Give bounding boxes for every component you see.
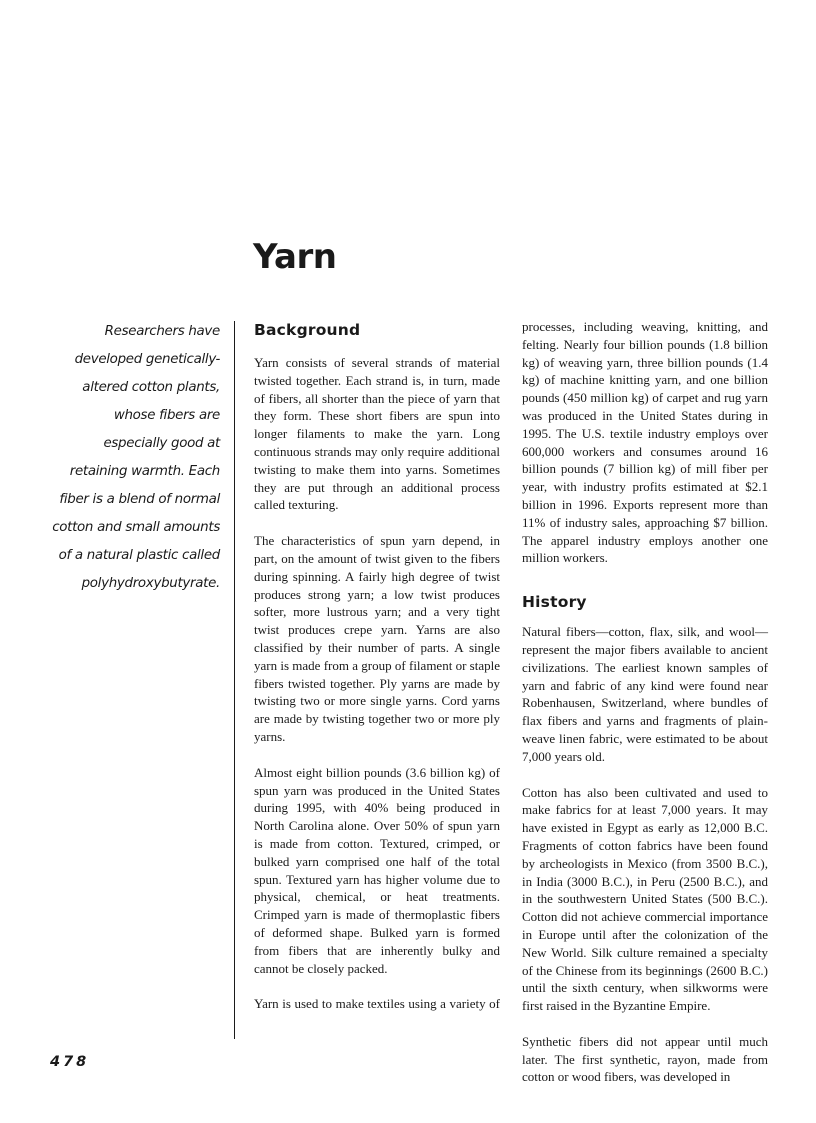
sidebar-note: Researchers have developed genetically-altered cotton plants, whose fibers are especially good at retaining warmth. Each fiber is a blend of normal cotton and small amounts of a natural plastic called polyhydroxybutyrate. [52,324,220,591]
background-paragraph: The characteristics of spun yarn depend, in part, on the amount of twist given to the fibers during spinning. A fairly high degree of twist produces strong yarn; a low twist produces softer, more lustrous yarn; and a very tight twist produces crepe yarn. Yarns are also classified by their number of parts. A single yarn is made from a group of filament or staple fibers twisted together. Ply yarns are made by twisting two or more single yarns. Cord yarns are made by twisting together two or more ply yarns. [254,533,500,744]
history-paragraph: Natural fibers—cotton, flax, silk, and wool—represent the major fibers available to ancient civilizations. The earliest known samples of yarn and fabric of any kind were found near Robenhausen, Switzerland, where bundles of flax fibers and yarns and fragments of plain-weave linen fabric, were estimated to be about 7,000 years old. [522,624,768,764]
column-right [522,318,768,1104]
page-number: 478 [50,1054,90,1070]
background-paragraph-continued: processes, including weaving, knitting, and felting. Nearly four billion pounds (1.8 billion kg) of weaving yarn, three billion pounds (1.4 kg) of machine knitting yarn, and one billion pounds (450 million kg) of carpet and rug yarn was produced in the United States during in 1995. The U.S. textile industry employs over 600,000 workers and consumes around 16 billion pounds (7 billion kg) of mill fiber per year, with industry profits estimated at $2.1 billion in 1996. Exports represent more than 11% of industry sales, approaching $7 billion. The apparel industry employs another one million workers. [522,319,768,566]
sidebar-divider [234,321,235,1039]
history-heading: History [522,593,587,612]
background-paragraph: Yarn consists of several strands of material twisted together. Each strand is, in turn, made of fibers, all shorter than the piece of yarn that they form. These short fibers are spun into longer filaments to make the yarn. Long continuous strands may only require additional twisting to make them into yarns. Sometimes they are put through an additional process called texturing. [254,355,500,513]
history-paragraph: Synthetic fibers did not appear until much later. The first synthetic, rayon, made from cotton or wood fibers, was developed in [522,1033,768,1085]
history-paragraph: Cotton has also been cultivated and used to make fabrics for at least 7,000 years. It may have existed in Egypt as early as 12,000 B.C. Fragments of cotton fabrics have been found by archeologists in Mexico (from 3500 B.C.), in India (3000 B.C.), in Peru (2500 B.C.), and in the southwestern United States (500 B.C.). Cotton did not achieve commercial importance in Europe until after the colonization of the New World. Silk culture remained a specialty of the Chinese from its beginnings (2600 B.C.) until the sixth century, when silkworms were first raised in the Byzantine Empire. [522,784,768,1014]
background-paragraph: Almost eight billion pounds (3.6 billion kg) of spun yarn was produced in the United States during 1995, with 40% being produced in North Carolina alone. Over 50% of spun yarn is made from cotton. Textured, crimped, or bulked yarn comprised one half of the total spun. Textured yarn has higher volume due to physical, chemical, or heat treatments. Crimped yarn is made of thermoplastic fibers of deformed shape. Bulked yarn is formed from fibers that are inherently bulky and cannot be closely packed. [254,764,500,976]
background-heading: Background [254,321,361,339]
background-paragraph: Yarn is used to make textiles using a variety of [254,996,500,1012]
column-left [254,318,500,1013]
page-title: Yarn [253,237,337,277]
